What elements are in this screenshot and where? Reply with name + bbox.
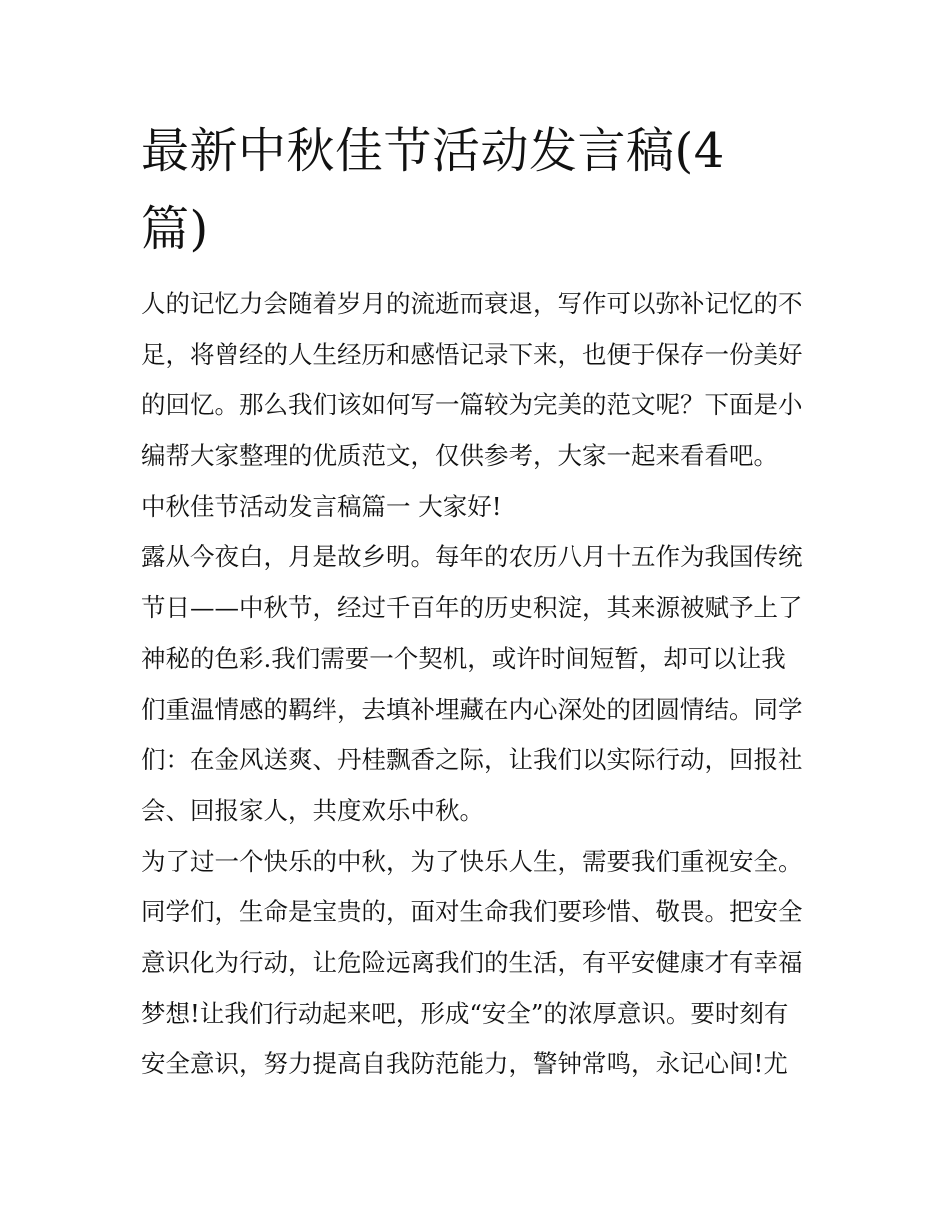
- body-line: 为了过一个快乐的中秋，为了快乐人生，需要我们重视安全。: [141, 846, 803, 876]
- body-line: 同学们，生命是宝贵的，面对生命我们要珍惜、敬畏。把安全: [141, 897, 803, 927]
- document-title: 最新中秋佳节活动发言稿(4篇): [141, 123, 725, 257]
- body-line: 意识化为行动，让危险远离我们的生活，有平安健康才有幸福: [141, 947, 803, 977]
- document-body: [141, 279, 813, 1090]
- body-line: 的回忆。那么我们该如何写一篇较为完美的范文呢？下面是小: [141, 390, 803, 420]
- body-line: 人的记忆力会随着岁月的流逝而衰退，写作可以弥补记忆的不: [141, 289, 803, 318]
- body-line: 会、回报家人，共度欢乐中秋。: [141, 795, 484, 825]
- body-line: 编帮大家整理的优质范文，仅供参考，大家一起来看看吧。: [141, 441, 778, 471]
- body-line: 神秘的色彩.我们需要一个契机，或许时间短暂，却可以让我: [141, 643, 786, 673]
- body-line: 足，将曾经的人生经历和感悟记录下来，也便于保存一份美好: [141, 339, 803, 369]
- body-line: 露从今夜白，月是故乡明。每年的农历八月十五作为我国传统: [141, 542, 803, 572]
- section-heading-line: 中秋佳节活动发言稿篇一 大家好!: [141, 491, 502, 521]
- body-line: 梦想!让我们行动起来吧，形成“安全”的浓厚意识。要时刻有: [141, 998, 789, 1028]
- body-line: 节日——中秋节，经过千百年的历史积淀，其来源被赋予上了: [141, 593, 803, 623]
- body-line: 们：在金风送爽、丹桂飘香之际，让我们以实际行动，回报社: [141, 745, 803, 775]
- body-line: 安全意识，努力提高自我防范能力，警钟常鸣，永记心间!尤: [141, 1049, 788, 1079]
- body-line: 们重温情感的羁绊，去填补埋藏在内心深处的团圆情结。同学: [141, 694, 803, 724]
